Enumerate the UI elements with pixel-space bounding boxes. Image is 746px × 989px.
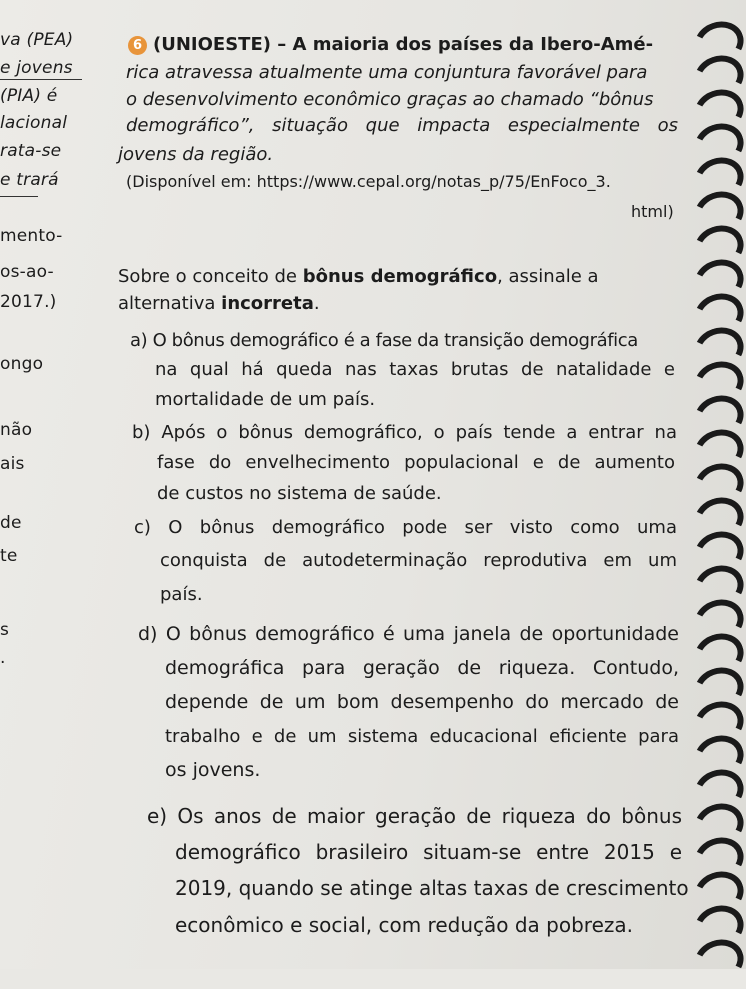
fragment-line: rata-se [0,141,62,161]
fragment-line: mento- [0,226,63,246]
spiral-ring [688,933,746,989]
question-header-line-1 [128,32,653,57]
source-citation-line-1: (Disponível em: https://www.cepal.org/notas_p/75/EnFoco_3. [126,172,611,191]
fragment-line: e jovens [0,58,73,78]
prompt-bold-term: bônus demográfico [302,266,498,287]
option-e-line-4: econômico e social, com redução da pobreza. [175,913,633,937]
fragment-line: va (PEA) [0,30,74,50]
fragment-line: de [0,513,22,533]
fragment-line: ongo [0,354,44,374]
fragment-line: ais [0,454,25,474]
option-d-line-2: demográfica para geração de riqueza. Contudo, [165,657,679,679]
option-e-line-3: 2019, quando se atinge altas taxas de crescimento [175,876,689,900]
question-header-line-2: rica atravessa atualmente uma conjuntura favorável para [126,62,648,83]
option-d-line-1: d) O bônus demográfico é uma janela de oportunidade [138,623,679,645]
fragment-line: os-ao- [0,262,54,282]
fragment-line: lacional [0,113,68,133]
question-number-badge: 6 [128,36,147,55]
option-a-line-1: a) O bônus demográfico é a fase da transição demográfica [130,330,638,351]
option-a-line-2: na qual há queda nas taxas brutas de natalidade e [155,359,675,380]
option-a-line-3: mortalidade de um país. [155,389,376,410]
fragment-line: te [0,546,18,566]
fragment-line: e trará [0,170,59,190]
prompt-text: . [313,293,320,314]
option-b-line-3: de custos no sistema de saúde. [157,483,442,504]
spiral-binding [696,0,746,969]
source-citation-line-2: html) [631,202,674,221]
fragment-line: (PIA) é [0,86,58,106]
fragment-line: 2017.) [0,292,57,312]
question-6 [112,0,689,969]
fragment-line: s [0,620,10,640]
prompt-text: alternativa [118,293,222,314]
fragment-line: não [0,420,33,440]
option-e-line-1: e) Os anos de maior geração de riqueza do bônus [147,804,682,828]
option-b-line-1: b) Após o bônus demográfico, o país tende a entrar na [132,422,677,443]
option-c-line-3: país. [160,584,203,605]
fragment-rule [0,79,82,80]
option-d-line-3: depende de um bom desempenho do mercado de [165,691,679,713]
fragment-rule [0,196,38,197]
option-d-line-4: trabalho e de um sistema educacional eficiente para [165,726,679,747]
prompt-bold-term: incorreta [221,293,314,314]
fragment-line: . [0,648,6,668]
option-d-line-5: os jovens. [165,759,261,781]
prompt-text: Sobre o conceito de [118,266,303,287]
option-c-line-1: c) O bônus demográfico pode ser visto como uma [134,517,677,538]
prompt-line-2 [118,291,320,316]
question-header-line-4: demográfico”, situação que impacta especialmente os [126,115,678,136]
question-header-line-5: jovens da região. [118,144,274,165]
option-b-line-2: fase do envelhecimento populacional e de aumento [157,452,675,473]
question-header-line-3: o desenvolvimento econômico graças ao chamado “bônus [126,89,654,110]
option-c-line-2: conquista de autodeterminação reprodutiva em um [160,550,677,571]
previous-column-fragments [0,0,100,969]
prompt-text: , assinale a [497,266,599,287]
option-e-line-2: demográfico brasileiro situam-se entre 2015 e [175,840,682,864]
question-header-text: (UNIOESTE) – A maioria dos países da Ibero-Amé- [153,34,654,55]
prompt-line-1 [118,264,599,289]
